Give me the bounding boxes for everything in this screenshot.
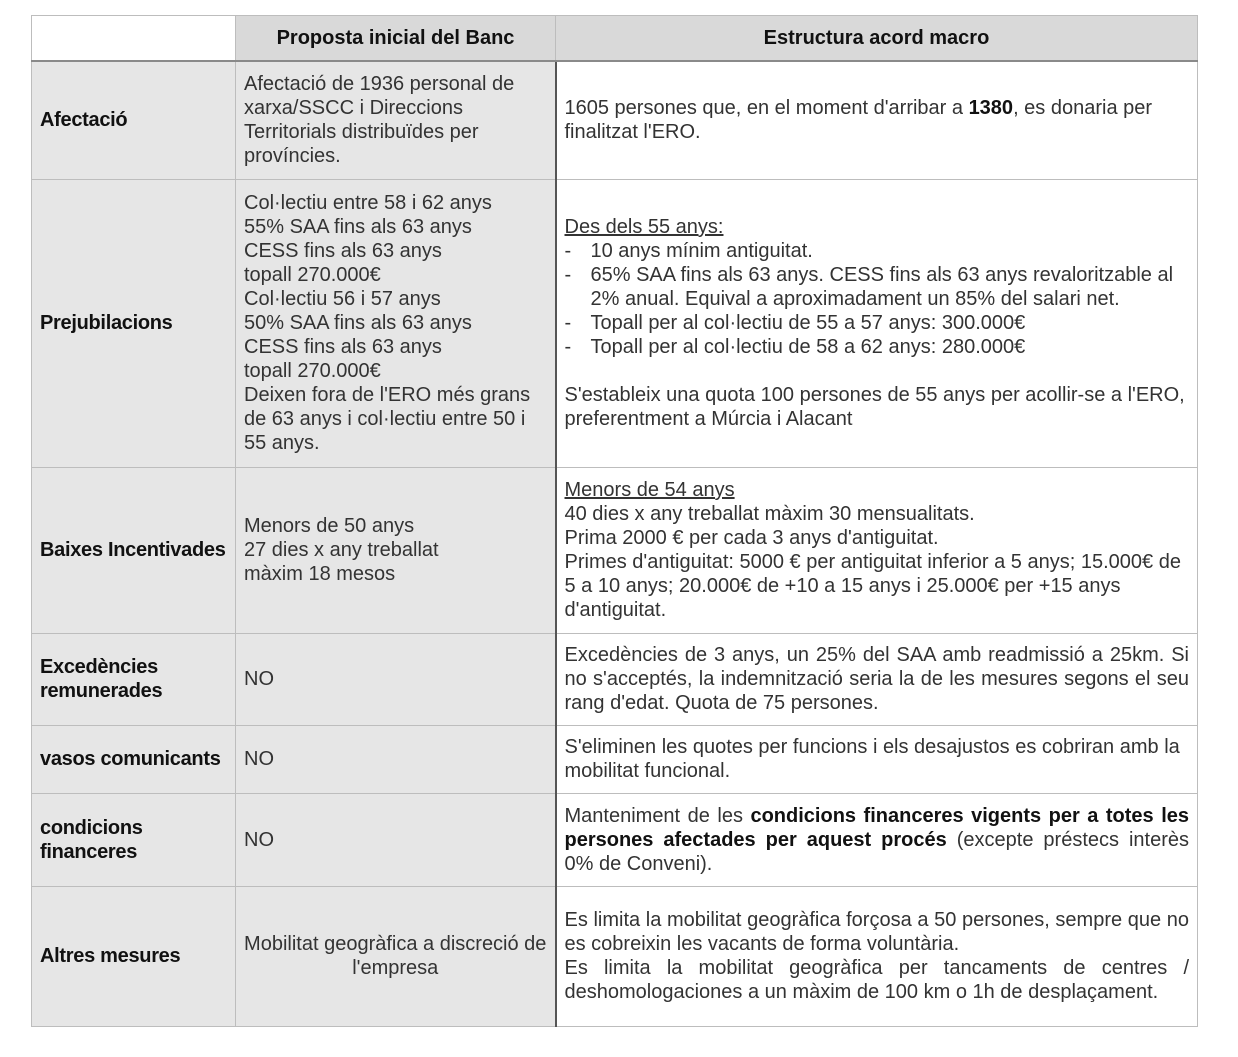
row-label-altres: Altres mesures [32,886,236,1026]
row-baixes [32,467,1198,633]
dash-marker: - [564,240,572,262]
acord-excedencies: Excedències de 3 anys, un 25% del SAA amb readmissió a 25km. Si no s'acceptés, la indemnització seria la de les mesures segons el seu rang d'edat. Quota de 75 persones. [556,633,1198,725]
list-item [565,311,1190,335]
acord-heading: Menors de 54 anys [564,479,735,501]
row-afectacio [32,61,1198,179]
list-item-text: 10 anys mínim antiguitat. [590,240,813,262]
acord-note: S'estableix una quota 100 persones de 55 anys per acollir-se a l'ERO, preferentment a Múrcia i Alacant [564,384,1185,430]
proposta-line: topall 270.000€ [244,264,381,286]
row-label-prejubilacions: Prejubilacions [32,179,236,467]
proposta-line: CESS fins als 63 anys [244,240,442,262]
row-vasos [32,725,1198,793]
proposta-vasos: NO [236,725,556,793]
proposta-line: Col·lectiu entre 58 i 62 anys [244,192,492,214]
acord-prejubilacions [556,179,1198,467]
list-item-text: Topall per al col·lectiu de 55 a 57 anys: 300.000€ [590,312,1026,334]
proposta-afectacio: Afectació de 1936 personal de xarxa/SSCC i Direccions Territorials distribuïdes per províncies. [236,61,556,179]
acord-afectacio-bold: 1380 [968,97,1014,120]
acord-altres [556,886,1198,1026]
acord-line: Prima 2000 € per cada 3 anys d'antiguitat. [564,527,939,549]
proposta-condicions: NO [236,793,556,886]
row-altres [32,886,1198,1026]
proposta-line: 55% SAA fins als 63 anys [244,216,472,238]
list-item-text: 65% SAA fins als 63 anys. CESS fins als 63 anys revaloritzable al 2% anual. Equival a aproximadament un 85% del salari net. [590,264,1174,310]
row-label-excedencies [32,633,236,725]
proposta-line: màxim 18 mesos [244,563,396,585]
acord-heading: Des dels 55 anys: [564,216,724,238]
row-condicions [32,793,1198,886]
row-prejubilacions [32,179,1198,467]
dash-marker: - [564,264,572,286]
row-label-vasos: vasos comunicants [32,725,236,793]
proposta-altres: Mobilitat geogràfica a discreció de l'empresa [236,886,556,1026]
proposta-line: 27 dies x any treballat [244,539,439,561]
spacer [565,359,1190,383]
proposta-line: Deixen fora de l'ERO més grans de 63 anys i col·lectiu entre 50 i 55 anys. [244,384,531,454]
row-label-line: condicions [40,816,143,839]
proposta-line: Col·lectiu 56 i 57 anys [244,288,441,310]
header-row [32,16,1198,62]
acord-afectacio-post: , es donaria per finalitzat l'ERO. [564,97,1153,144]
proposta-baixes [236,467,556,633]
proposta-line: topall 270.000€ [244,360,381,382]
proposta-prejubilacions [236,179,556,467]
acord-line: Es limita la mobilitat geogràfica per tancaments de centres / deshomologaciones a un màxim de 100 km o 1h de desplaçament. [564,957,1189,1003]
dash-marker: - [564,312,572,334]
proposta-line: Menors de 50 anys [244,515,415,537]
acord-vasos: S'eliminen les quotes per funcions i els desajustos es cobriran amb la mobilitat funcional. [556,725,1198,793]
acord-afectacio [556,61,1198,179]
row-label-condicions [32,793,236,886]
list-item [565,335,1190,359]
header-blank [32,16,236,62]
acord-line: 40 dies x any treballat màxim 30 mensualitats. [564,503,975,525]
dash-marker: - [564,336,572,358]
list-item [565,263,1190,311]
list-item [565,239,1190,263]
header-acord: Estructura acord macro [556,16,1198,62]
acord-baixes [556,467,1198,633]
row-label-line: remunerades [40,680,163,702]
acord-afectacio-pre: 1605 persones que, en el moment d'arribar a [564,97,969,120]
proposta-line: CESS fins als 63 anys [244,336,442,358]
proposta-excedencies: NO [236,633,556,725]
row-excedencies [32,633,1198,725]
acord-line: Es limita la mobilitat geogràfica forçosa a 50 persones, sempre que no es cobreixin les vacants de forma voluntària. [564,909,1189,955]
comparison-table [31,15,1198,1027]
row-label-line: Excedències [40,656,158,678]
acord-condicions-post: (excepte préstecs interès 0% de Conveni). [564,828,1189,875]
proposta-line: 50% SAA fins als 63 anys [244,312,472,334]
row-label-baixes: Baixes Incentivades [32,467,236,633]
acord-condicions-pre: Manteniment de les [564,804,751,827]
header-proposta: Proposta inicial del Banc [236,16,556,62]
acord-condicions [556,793,1198,886]
acord-condicions-bold: condicions financeres vigents per a totes les persones afectades per aquest procés [564,804,1189,851]
row-label-afectacio: Afectació [32,61,236,179]
acord-line: Primes d'antiguitat: 5000 € per antiguitat inferior a 5 anys; 15.000€ de 5 a 10 anys; 20.000€ de +10 a 15 anys i 25.000€ per +15 anys d'antiguitat. [564,551,1181,621]
row-label-line: financeres [40,840,138,863]
list-item-text: Topall per al col·lectiu de 58 a 62 anys: 280.000€ [590,336,1026,358]
